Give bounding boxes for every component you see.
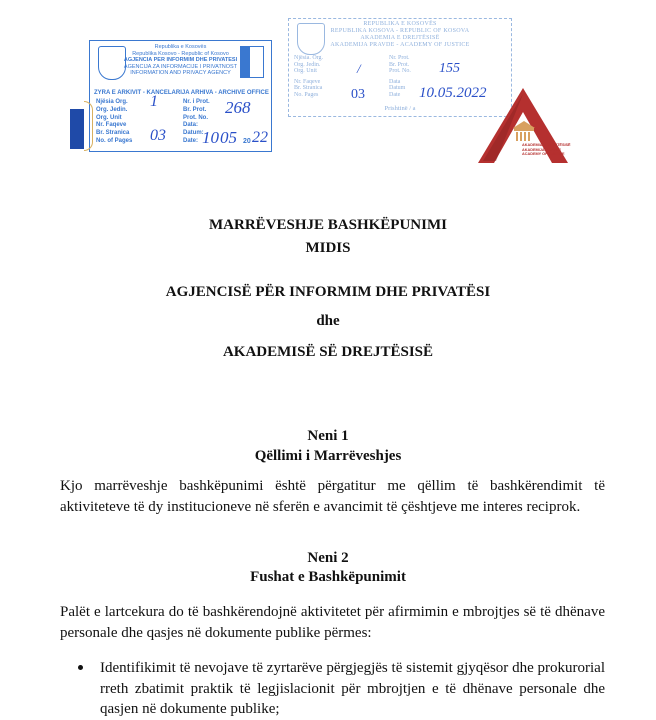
stamp-text: Republika e Kosovës — [154, 44, 207, 50]
stamp-place: Prishtinë / a — [384, 105, 416, 112]
stamp-label: Nr. Prot. — [389, 55, 410, 61]
stamp-label: Nr. i Prot. — [183, 99, 210, 105]
stamp-label: Njësia. Org. — [294, 55, 324, 61]
stamp-label: Date: — [183, 137, 199, 144]
article-2-text: Palët e lartcekura do të bashkërendojnë aktivitetet për afirmimin e mbrojtjes së të dhënave personale dhe qasjes në dokumente publike përmes: — [60, 604, 605, 641]
stamp-text: AGJENCIA PER INFORMIM DHE PRIVATESI — [123, 57, 238, 63]
stamp-label: Br. Stranica — [294, 85, 323, 91]
handwritten-date-day: 10 — [202, 128, 219, 147]
handwritten-date: 10.05.2022 — [419, 85, 487, 101]
stamp-label: Prot. No. — [183, 114, 208, 121]
article-2-number: Neni 2 — [307, 550, 349, 566]
stamp-label: Nr. Faqeve — [96, 122, 127, 129]
stamp-label: Date — [389, 91, 401, 98]
handwritten-prot-no: 268 — [225, 98, 251, 117]
stamp-label: Br. Prot. — [183, 106, 207, 113]
logo-text: ACADEMY OF JUSTICE — [522, 152, 565, 156]
stamp-office: ZYRA E ARKIVIT - KANCELARIJA ARHIVA - ARCHIVE OFFICE — [94, 90, 269, 96]
stamp-text: INFORMATION AND PRIVACY AGENCY — [130, 70, 231, 76]
title-midis: MIDIS — [305, 240, 351, 256]
p-seal-mark — [70, 99, 94, 151]
article-1-text: Kjo marrëveshje bashkëpunimi është përgatitur me qëllim të bashkërendimit të aktiviteteve të dy institucioneve në sferën e avancimit të çështjeve me interes reciprok. — [60, 478, 605, 515]
stamp-label: Org. Unit — [294, 68, 317, 74]
logo-text: AKADEMIA E DREJTËSISË — [522, 143, 571, 147]
stamp-text: AGENCIJA ZA INFORMACIJE I PRIVATNOST — [123, 63, 238, 70]
party-two: AKADEMISË SË DREJTËSISË — [222, 344, 434, 360]
stamp-label: Data — [389, 78, 401, 85]
handwritten-pages: 03 — [150, 127, 166, 144]
stamp-text: AKADEMIJA PRAVDE - ACADEMY OF JUSTICE — [330, 42, 470, 48]
stamp-text: AKADEMIA E DREJTËSISË — [360, 35, 440, 41]
stamp-text: Republika Kosovo - Republic of Kosovo — [132, 50, 229, 57]
stamp-label: No. Pages — [294, 91, 319, 98]
stamp-label: Prot. No. — [389, 68, 411, 74]
handwritten-date-year: 22 — [252, 129, 268, 146]
party-one: AGJENCISË PËR INFORMIM DHE PRIVATËSI — [165, 284, 491, 300]
handwritten-date-month: 05 — [220, 128, 237, 147]
stamp-label: Br. Stranica — [96, 130, 130, 137]
document-title: MARRËVESHJE BASHKËPUNIMI — [209, 217, 447, 233]
stamp-label: Njësia Org. — [96, 99, 128, 105]
aip-archive-stamp — [89, 40, 272, 152]
stamp-text: REPUBLIKA E KOSOVËS — [363, 21, 437, 27]
article-1-heading: Qëllimi i Marrëveshjes — [254, 448, 402, 464]
article-1-number: Neni 1 — [307, 428, 349, 444]
stamp-label: Nr. Faqeve — [294, 78, 321, 85]
handwritten-pages: 03 — [351, 87, 365, 102]
list-item: Identifikimit të nevojave të zyrtarëve përgjegjës të sistemit gjyqësor dhe prokurorial rreth zbatimit praktik të legjislacionit për mbrojtjen e të dhënave personale dhe qasjen në dokumente publike; — [100, 660, 605, 717]
article-2-heading: Fushat e Bashkëpunimit — [250, 569, 406, 585]
handwritten-org-unit: 1 — [150, 93, 158, 110]
stamp-label: Org. Jedin. — [294, 61, 321, 68]
stamp-label: Data: — [183, 122, 199, 129]
bullet-icon — [78, 665, 83, 670]
stamp-year-prefix: 20 — [243, 138, 251, 145]
handwritten-prot-no: 155 — [439, 61, 460, 76]
stamp-label: Br. Prot. — [389, 61, 410, 68]
stamp-label: Datum: — [183, 130, 204, 137]
stamp-label: Org. Jedin. — [96, 106, 128, 113]
stamp-label: No. of Pages — [96, 137, 133, 144]
academy-of-justice-logo — [478, 88, 571, 168]
stamp-label: Datum — [389, 85, 406, 91]
stamp-text: REPUBLIKA KOSOVA - REPUBLIC OF KOSOVA — [330, 28, 470, 34]
handwritten-org-unit: / — [357, 61, 361, 76]
stamp-label: Org. Unit — [96, 114, 122, 121]
logo-text: AKADEMIJA PRAVDE — [522, 147, 562, 152]
title-dhe: dhe — [316, 313, 340, 329]
